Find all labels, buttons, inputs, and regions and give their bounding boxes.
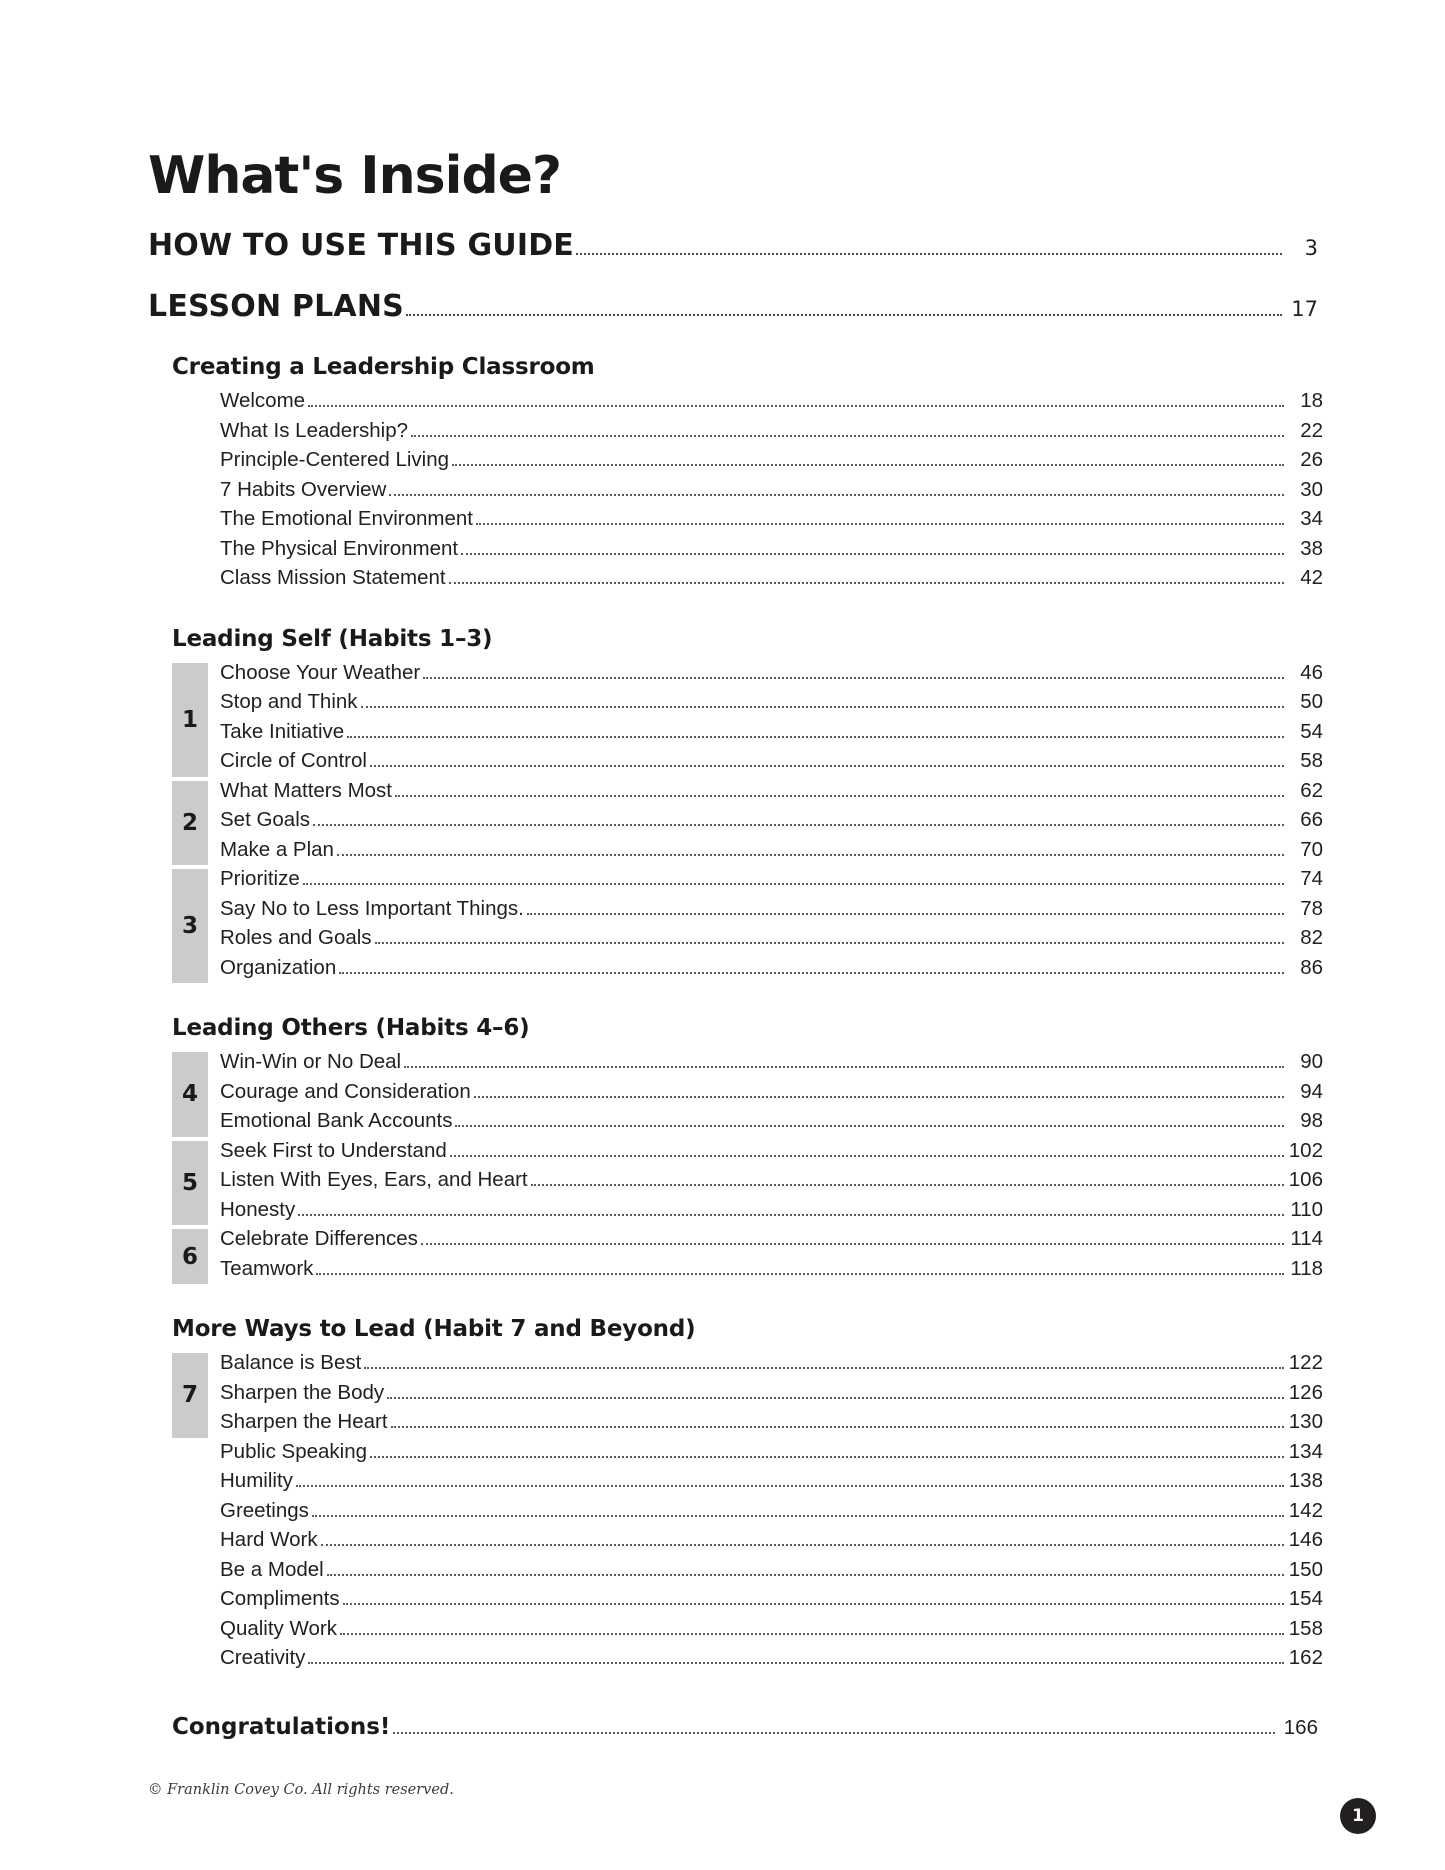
toc-entry[interactable] <box>172 537 1323 567</box>
dot-leader <box>389 493 1284 496</box>
toc-entry-label: Balance is Best <box>220 1351 362 1374</box>
habit-number-badge: 2 <box>172 781 208 866</box>
toc-entry-label: HOW TO USE THIS GUIDE <box>148 228 574 263</box>
toc-entry[interactable] <box>172 1558 1323 1588</box>
habit-number-badge: 3 <box>172 869 208 983</box>
toc-entry-label: Humility <box>220 1469 293 1492</box>
toc-entry-page-number: 110 <box>1290 1197 1323 1221</box>
toc-entry-label: Sharpen the Body <box>220 1380 385 1404</box>
habit-number-badge: 4 <box>172 1052 208 1137</box>
toc-section <box>148 626 1323 986</box>
toc-section-title: Leading Others (Habits 4–6) <box>172 1015 530 1041</box>
toc-entry[interactable] <box>172 1528 1323 1558</box>
dot-leader <box>340 1632 1284 1635</box>
toc-entry-label: LESSON PLANS <box>148 289 404 324</box>
dot-leader <box>296 1484 1284 1487</box>
dot-leader <box>421 1242 1284 1245</box>
dot-leader <box>393 1731 1275 1734</box>
toc-content <box>148 146 1323 1740</box>
toc-section <box>148 1316 1323 1676</box>
toc-entry[interactable] <box>172 926 1323 956</box>
toc-entry-page-number: 154 <box>1288 1587 1323 1610</box>
toc-entry-label: Greetings <box>220 1498 309 1522</box>
toc-entry-page-number: 82 <box>1300 926 1323 949</box>
toc-entry-label: Seek First to Understand <box>220 1138 447 1162</box>
toc-entry[interactable] <box>172 1139 1323 1169</box>
toc-entry[interactable] <box>172 1381 1323 1411</box>
congratulations-page-number: 166 <box>1283 1715 1318 1739</box>
dot-leader <box>476 522 1284 525</box>
toc-entry[interactable] <box>172 1587 1323 1617</box>
dot-leader <box>527 912 1284 915</box>
toc-entry-label: Public Speaking <box>220 1439 368 1463</box>
toc-entry-level1[interactable] <box>148 289 1318 324</box>
toc-entry-page-number: 138 <box>1288 1469 1323 1492</box>
toc-entry[interactable] <box>172 478 1323 508</box>
toc-entry-label: Circle of Control <box>220 749 367 772</box>
habit-number-badge: 7 <box>172 1353 208 1438</box>
toc-entry-label: Make a Plan <box>220 837 334 861</box>
dot-leader <box>370 1455 1284 1458</box>
dot-leader <box>455 1124 1284 1127</box>
dot-leader <box>406 313 1282 316</box>
toc-section-title: Leading Self (Habits 1–3) <box>172 625 493 652</box>
dot-leader <box>308 1661 1284 1664</box>
toc-entry-label: Class Mission Statement <box>220 566 446 589</box>
dot-leader <box>303 882 1284 885</box>
dot-leader <box>308 404 1284 407</box>
toc-entry-label: Say No to Less Important Things. <box>220 896 524 920</box>
dot-leader <box>313 823 1284 826</box>
toc-entry[interactable] <box>172 1168 1323 1198</box>
toc-entry[interactable] <box>172 956 1323 986</box>
toc-entry-page-number: 150 <box>1288 1557 1323 1581</box>
toc-entry[interactable] <box>172 720 1323 750</box>
toc-entry-level1[interactable] <box>148 228 1318 263</box>
toc-entry[interactable] <box>172 448 1323 478</box>
dot-leader <box>387 1396 1284 1399</box>
toc-entry-page-number: 54 <box>1300 719 1323 743</box>
toc-entry[interactable] <box>172 1617 1323 1647</box>
dot-leader <box>370 764 1284 767</box>
toc-entry[interactable] <box>172 1227 1323 1257</box>
toc-entry-label: Principle-Centered Living <box>220 448 450 471</box>
toc-sections <box>148 354 1323 1676</box>
toc-entry-label: Roles and Goals <box>220 926 372 949</box>
toc-entry-page-number: 18 <box>1300 389 1323 412</box>
toc-entry[interactable] <box>172 1499 1323 1529</box>
toc-entry-list <box>172 1050 1323 1286</box>
dot-leader <box>343 1602 1284 1605</box>
toc-entry[interactable] <box>172 1109 1323 1139</box>
dot-leader <box>361 705 1284 708</box>
dot-leader <box>316 1272 1284 1275</box>
toc-entry[interactable] <box>172 779 1323 809</box>
toc-entry-page-number: 162 <box>1288 1646 1323 1669</box>
dot-leader <box>461 552 1284 555</box>
toc-entry-label: Quality Work <box>220 1616 337 1640</box>
dot-leader <box>449 581 1284 584</box>
toc-entry-label: Choose Your Weather <box>220 660 421 684</box>
toc-entry-page-number: 102 <box>1288 1138 1323 1162</box>
top-level-entries <box>148 228 1323 324</box>
page-title: What's Inside? <box>148 146 562 206</box>
toc-entry[interactable] <box>172 1198 1323 1228</box>
toc-entry-label: The Physical Environment <box>220 536 459 560</box>
toc-entry[interactable] <box>172 749 1323 779</box>
toc-entry[interactable] <box>172 1351 1323 1381</box>
footer-copyright: © Franklin Covey Co. All rights reserved. <box>148 1782 454 1798</box>
toc-entry-page-number: 86 <box>1300 955 1323 979</box>
toc-entry-label: What Matters Most <box>220 778 393 802</box>
toc-entry-page-number: 90 <box>1300 1050 1323 1073</box>
toc-entry[interactable] <box>172 507 1323 537</box>
toc-entry[interactable] <box>172 1440 1323 1470</box>
dot-leader <box>395 794 1284 797</box>
toc-entry-label: Creativity <box>220 1646 306 1669</box>
toc-entry[interactable] <box>172 419 1323 449</box>
toc-entry-page-number: 58 <box>1300 749 1323 772</box>
toc-entry-label: 7 Habits Overview <box>220 477 387 501</box>
toc-entry-label: Emotional Bank Accounts <box>220 1109 453 1132</box>
dot-leader <box>411 434 1284 437</box>
toc-entry-label: Prioritize <box>220 867 300 890</box>
toc-entry-page-number: 118 <box>1290 1256 1323 1280</box>
dot-leader <box>474 1095 1284 1098</box>
toc-entry-label: Compliments <box>220 1587 340 1610</box>
toc-entry-page-number: 34 <box>1300 507 1323 530</box>
toc-entry[interactable] <box>172 1646 1323 1676</box>
toc-entry-page-number: 38 <box>1300 536 1323 560</box>
toc-entry[interactable] <box>172 389 1323 419</box>
toc-entry-page-number: 74 <box>1300 867 1323 890</box>
dot-leader <box>450 1154 1284 1157</box>
toc-entry-page-number: 70 <box>1300 837 1323 861</box>
toc-entry-page-number: 3 <box>1304 236 1318 260</box>
toc-entry-label: Organization <box>220 955 337 979</box>
toc-entry[interactable] <box>172 1080 1323 1110</box>
toc-entry-page-number: 46 <box>1300 660 1323 684</box>
dot-leader <box>327 1573 1284 1576</box>
page-number-badge: 1 <box>1340 1798 1376 1834</box>
toc-entry-page-number: 106 <box>1288 1168 1323 1191</box>
toc-entry-congratulations[interactable] <box>172 1714 1318 1740</box>
toc-entry-page-number: 98 <box>1300 1109 1323 1132</box>
dot-leader <box>423 676 1284 679</box>
toc-entry-label: Set Goals <box>220 808 311 831</box>
toc-entry-label: Honesty <box>220 1197 296 1221</box>
toc-entry-label: What Is Leadership? <box>220 418 409 442</box>
toc-entry[interactable] <box>172 566 1323 596</box>
congratulations-label: Congratulations! <box>172 1713 391 1740</box>
toc-entry-page-number: 134 <box>1288 1439 1323 1463</box>
toc-section-title: More Ways to Lead (Habit 7 and Beyond) <box>172 1316 696 1342</box>
toc-entry-page-number: 130 <box>1288 1410 1323 1433</box>
toc-section <box>148 1015 1323 1286</box>
toc-entry-page-number: 126 <box>1288 1380 1323 1404</box>
dot-leader <box>347 735 1284 738</box>
toc-entry[interactable] <box>172 661 1323 691</box>
toc-entry-label: Celebrate Differences <box>220 1227 418 1250</box>
toc-entry-list <box>172 389 1323 596</box>
toc-entry-page-number: 17 <box>1291 297 1318 321</box>
dot-leader <box>404 1065 1284 1068</box>
dot-leader <box>298 1213 1284 1216</box>
toc-entry-page-number: 78 <box>1300 896 1323 920</box>
dot-leader <box>576 252 1282 255</box>
toc-entry-page-number: 26 <box>1300 448 1323 471</box>
dot-leader <box>321 1543 1284 1546</box>
dot-leader <box>339 971 1284 974</box>
habit-number-badge: 6 <box>172 1229 208 1284</box>
toc-entry-page-number: 30 <box>1300 477 1323 501</box>
toc-entry-label: Take Initiative <box>220 719 345 743</box>
toc-entry-label: Teamwork <box>220 1256 314 1280</box>
toc-entry-page-number: 94 <box>1300 1079 1323 1103</box>
dot-leader <box>375 941 1284 944</box>
toc-entry[interactable] <box>172 1257 1323 1287</box>
dot-leader <box>452 463 1284 466</box>
toc-entry[interactable] <box>172 690 1323 720</box>
toc-entry-label: Courage and Consideration <box>220 1079 471 1103</box>
toc-entry[interactable] <box>172 838 1323 868</box>
toc-entry-list <box>172 1351 1323 1676</box>
dot-leader <box>531 1183 1284 1186</box>
dot-leader <box>364 1366 1284 1369</box>
toc-entry[interactable] <box>172 897 1323 927</box>
dot-leader <box>337 853 1284 856</box>
toc-entry-page-number: 22 <box>1300 418 1323 442</box>
toc-section-title: Creating a Leadership Classroom <box>172 354 595 380</box>
toc-entry-page-number: 42 <box>1300 566 1323 589</box>
toc-entry-page-number: 122 <box>1288 1351 1323 1374</box>
toc-entry-list <box>172 661 1323 986</box>
toc-entry-page-number: 142 <box>1288 1498 1323 1522</box>
toc-entry[interactable] <box>172 808 1323 838</box>
toc-entry[interactable] <box>172 1469 1323 1499</box>
toc-entry[interactable] <box>172 1410 1323 1440</box>
toc-entry-page-number: 62 <box>1300 778 1323 802</box>
toc-entry-page-number: 50 <box>1300 690 1323 713</box>
toc-entry[interactable] <box>172 867 1323 897</box>
dot-leader <box>391 1425 1284 1428</box>
dot-leader <box>312 1514 1284 1517</box>
toc-section <box>148 354 1323 596</box>
toc-entry-label: Stop and Think <box>220 690 358 713</box>
toc-entry-page-number: 146 <box>1288 1528 1323 1551</box>
toc-entry-label: The Emotional Environment <box>220 507 473 530</box>
toc-entry-label: Hard Work <box>220 1528 318 1551</box>
toc-entry-label: Welcome <box>220 389 306 412</box>
toc-entry-label: Sharpen the Heart <box>220 1410 388 1433</box>
toc-entry-page-number: 158 <box>1288 1616 1323 1640</box>
toc-entry-label: Listen With Eyes, Ears, and Heart <box>220 1168 528 1191</box>
toc-entry-page-number: 66 <box>1300 808 1323 831</box>
habit-number-badge: 5 <box>172 1141 208 1226</box>
toc-entry[interactable] <box>172 1050 1323 1080</box>
toc-entry-page-number: 114 <box>1290 1227 1323 1250</box>
habit-number-badge: 1 <box>172 663 208 777</box>
toc-entry-label: Be a Model <box>220 1557 324 1581</box>
toc-entry-label: Win-Win or No Deal <box>220 1050 402 1073</box>
